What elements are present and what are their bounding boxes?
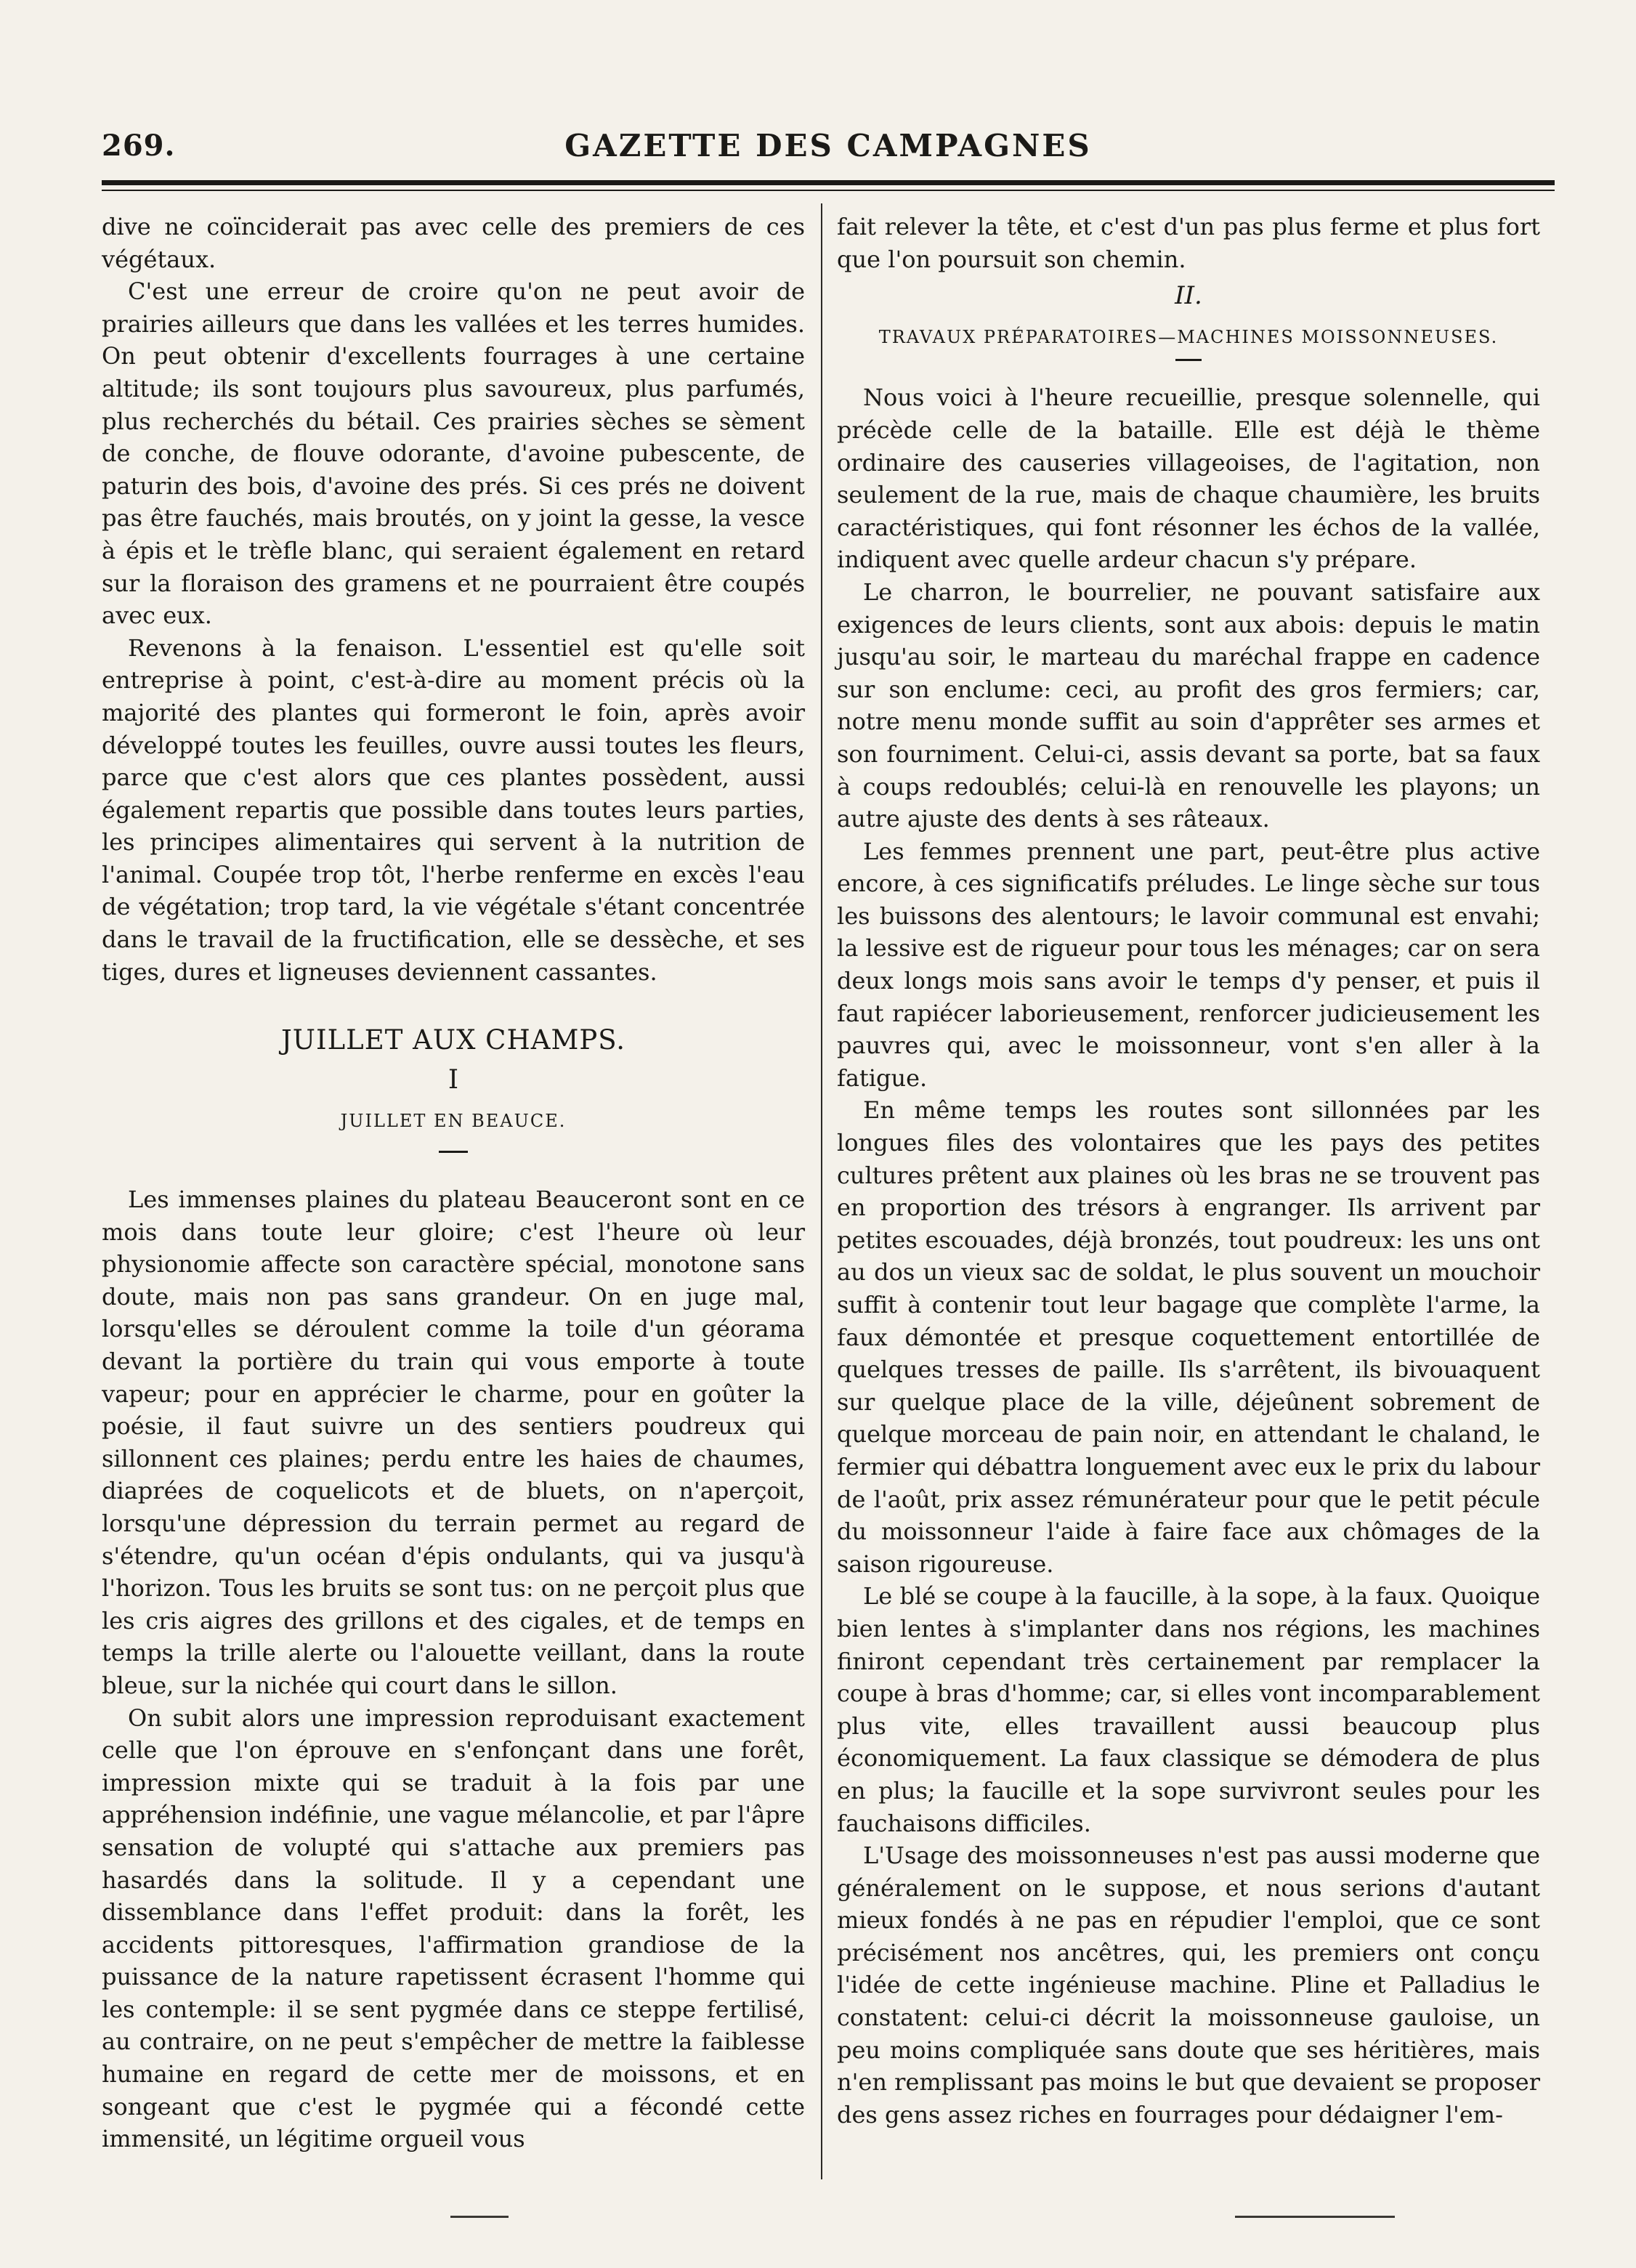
section-number: II. bbox=[1175, 281, 1202, 311]
paragraph: fait relever la tête, et c'est d'un pas plus ferme et plus fort que l'on poursuit son chemin. bbox=[837, 213, 1540, 273]
footer-mark bbox=[1235, 2216, 1395, 2218]
section-dash bbox=[1175, 359, 1202, 361]
section-subhead: TRAVAUX PRÉPARATOIRES—MACHINES MOISSONNEUSES. bbox=[878, 326, 1499, 347]
page-number: 269. bbox=[102, 128, 176, 163]
footer-mark bbox=[450, 2216, 509, 2218]
column-divider bbox=[821, 203, 822, 2179]
left-column bbox=[102, 211, 805, 2155]
header-rule-thin bbox=[102, 190, 1555, 191]
paragraph: Revenons à la fenaison. L'essentiel est qu'elle soit entreprise à point, c'est-à-dire au moment précis où la majorité des plantes qui formeront le foin, après avoir développé toutes les feuilles, ouvre aussi toutes les fleurs, parce que c'est alors que ces plantes possèdent, aussi également repartis que possible dans toutes leurs parties, les principes alimentaires qui servent à la nutrition de l'animal. Coupée trop tôt, l'herbe renferme en excès l'eau de végétation; trop tard, la vie végétale s'étant concentrée dans le travail de la fructification, elle se dessèche, et ses tiges, dures et ligneuses deviennent cassantes. bbox=[102, 633, 805, 986]
header-rule-thick bbox=[102, 180, 1555, 185]
right-column bbox=[837, 211, 1540, 2131]
newspaper-page bbox=[102, 94, 1555, 2201]
paragraph: On subit alors une impression reproduisant exactement celle que l'on éprouve en s'enfonçant dans une forêt, impression mixte qui se traduit à la fois par une appréhension indéfinie, une vague mélancolie, et par l'âpre sensation de volupté qui s'attache aux premiers pas hasardés dans la solitude. Il y a cependant une dissemblance dans l'effet produit: dans la forêt, les accidents pittoresques, l'affirmation grandiose de la puissance de la nature rapetissent écrasent l'homme qui les contemple: il se sent pygmée dans ce steppe fertilisé, au contraire, on ne peut s'empêcher de mettre la faiblesse humaine en regard de cette mer de moissons, et en songeant que c'est le pygmée qui a fécondé cette immensité, un légitime orgueil vous bbox=[102, 1704, 805, 2153]
paragraph: Les femmes prennent une part, peut-être plus active encore, à ces significatifs préludes. Le linge sèche sur tous les buissons des alentours; le lavoir communal est envahi; la lessive est de rigueur pour tous les ménages; car on sera deux longs mois sans avoir le temps d'y penser, et puis il faut rapiécer laborieusement, renforcer judicieusement les pauvres qui, avec le moissonneur, vont s'en aller à la fatigue. bbox=[837, 837, 1540, 1092]
section-number: I bbox=[448, 1064, 459, 1095]
journal-title: GAZETTE DES CAMPAGNES bbox=[564, 127, 1092, 163]
section-subhead: JUILLET EN BEAUCE. bbox=[340, 1111, 567, 1132]
paragraph: En même temps les routes sont sillonnées par les longues files des volontaires que les pays des petites cultures prêtent aux plaines où les bras ne se trouvent pas en proportion des trésors à engranger. Ils arrivent par petites escouades, déjà bronzés, tout poudreux: les uns ont au dos un vieux sac de soldat, le plus souvent un mouchoir suffit à contenir tout leur bagage que complète l'arme, la faux démontée et presque coquettement entortillée de quelques tresses de paille. Ils s'arrêtent, ils bivouaquent sur quelque place de la ville, déjeûnent sobrement de quelque morceau de pain noir, en attendant le chaland, le fermier qui débattra longuement avec eux le prix du labour de l'août, prix assez rémunérateur pour que le petit pécule du moissonneur l'aide à faire face aux chômages de la saison rigoureuse. bbox=[837, 1096, 1540, 1578]
page-header bbox=[102, 116, 1555, 174]
paragraph: L'Usage des moissonneuses n'est pas aussi moderne que généralement on le suppose, et nous serions d'autant mieux fondés à ne pas en répudier l'emploi, que ce sont précisément nos ancêtres, qui, les premiers ont conçu l'idée de cette ingénieuse machine. Pline et Palladius le constatent: celui-ci décrit la moissonneuse gauloise, un peu moins compliquée sans doute que ses héritières, mais n'en remplissant pas moins le but que devaient se proposer des gens assez riches en fourrages pour dédaigner l'em- bbox=[837, 1842, 1540, 2129]
paragraph: dive ne coïnciderait pas avec celle des premiers de ces végétaux. bbox=[102, 213, 805, 273]
paragraph: Les immenses plaines du plateau Beauceront sont en ce mois dans toute leur gloire; c'est l'heure où leur physionomie affecte son caractère spécial, monotone sans doute, mais non pas sans grandeur. On en juge mal, lorsqu'elles se déroulent comme la toile d'un géorama devant la portière du train qui vous emporte à toute vapeur; pour en apprécier le charme, pour en goûter la poésie, il faut suivre un des sentiers poudreux qui sillonnent ces plaines; perdu entre les haies de chaumes, diaprées de coquelicots et de bluets, on n'aperçoit, lorsqu'une dépression du terrain permet au regard de s'étendre, qu'un océan d'épis ondulants, qui va jusqu'à l'horizon. Tous les bruits se sont tus: on ne perçoit plus que les cris aigres des grillons et des cigales, et de temps en temps la trille alerte ou l'alouette veillant, dans la route bleue, sur la nichée qui court dans le sillon. bbox=[102, 1186, 805, 1699]
paragraph: Le blé se coupe à la faucille, à la sope, à la faux. Quoique bien lentes à s'implanter dans nos régions, les machines finiront cependant très certainement par remplacer la coupe à bras d'homme; car, si elles vont incomparablement plus vite, elles travaillent aussi beaucoup plus économiquement. La faux classique se démodera de plus en plus; la faucille et la sope survivront seules pour les fauchaisons difficiles. bbox=[837, 1582, 1540, 1837]
paragraph: Nous voici à l'heure recueillie, presque solennelle, qui précède celle de la bataille. Elle est déjà le thème ordinaire des causeries villageoises, de l'agitation, non seulement de la rue, mais de chaque chaumière, les bruits caractéristiques, qui font résonner les échos de la vallée, indiquent avec quelle ardeur chacun s'y prépare. bbox=[837, 384, 1540, 574]
paragraph: Le charron, le bourrelier, ne pouvant satisfaire aux exigences de leurs clients, sont aux abois: depuis le matin jusqu'au soir, le marteau du maréchal frappe en cadence sur son enclume: ceci, au profit des gros fermiers; car, notre menu monde suffit au soin d'apprêter ses armes et son fourniment. Celui-ci, assis devant sa porte, bat sa faux à coups redoublés; celui-là en renouvelle les playons; un autre ajuste des dents à ses râteaux. bbox=[837, 578, 1540, 833]
paragraph: C'est une erreur de croire qu'on ne peut avoir de prairies ailleurs que dans les vallées et les terres humides. On peut obtenir d'excellents fourrages à une certaine altitude; ils sont toujours plus savoureux, plus parfumés, plus recherchés du bétail. Ces prairies sèches se sèment de conche, de flouve odorante, d'avoine pubescente, de paturin des bois, d'avoine des prés. Si ces prés ne doivent pas être fauchés, mais broutés, on y joint la gesse, la vesce à épis et le trèfle blanc, qui seraient également en retard sur la floraison des gramens et ne pourraient être coupés avec eux. bbox=[102, 278, 805, 630]
section-title: JUILLET AUX CHAMPS. bbox=[280, 1024, 626, 1056]
section-dash bbox=[439, 1151, 468, 1153]
